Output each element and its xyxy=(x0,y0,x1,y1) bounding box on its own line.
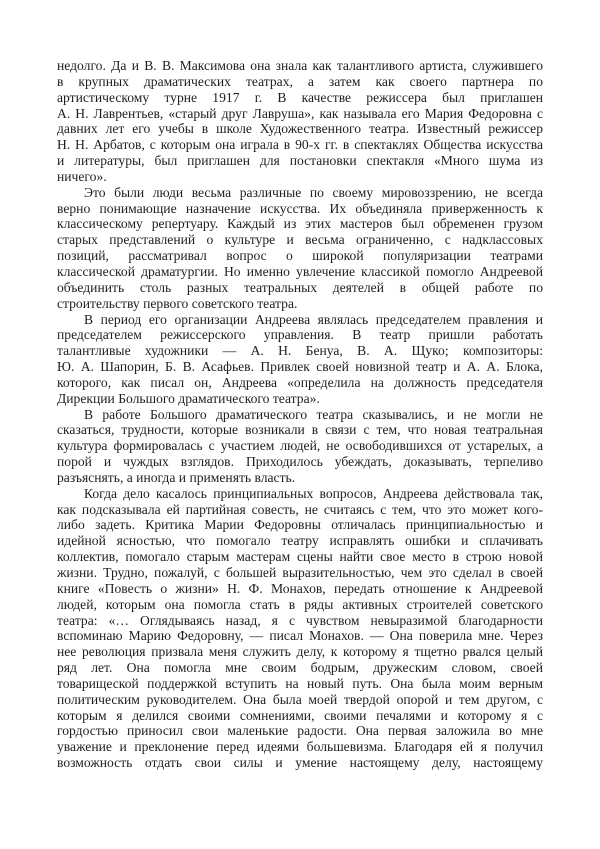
text-line: Ю. А. Шапорин, Б. В. Асафьев. Привлек своей новизной театр и А. А. Блока, xyxy=(57,359,543,375)
text-line: старых представлений о культуре и весьма ограниченно, с надклассовых xyxy=(57,232,543,248)
text-line: как подсказывала ей партийная совесть, не считаясь с тем, что это может кого- xyxy=(57,501,543,517)
text-line: людей, которым она помогла стать в ряды активных строителей советского xyxy=(57,596,543,612)
text-line: разъяснять, а иногда и применять власть. xyxy=(57,469,296,485)
text-line: давних лет его учебы в школе Художественного театра. Известный режиссер xyxy=(57,121,543,137)
text-line: порой и чуждых взглядов. Приходилось убеждать, доказывать, терпеливо xyxy=(57,454,543,470)
text-line: книге «Повесть о жизни» Н. Ф. Монахов, передать отношение к Андреевой xyxy=(57,580,543,596)
paragraph xyxy=(57,185,543,312)
text-line: классической драматургии. Но именно увлечение классикой помогло Андреевой xyxy=(57,263,543,279)
text-line: которого, как писал он, Андреева «определила на должность председателя xyxy=(57,374,543,390)
paragraph xyxy=(57,312,543,407)
text-line: председателем режиссерского управления. В театр пришли работать xyxy=(57,327,543,343)
text-line: ряд лет. Она помогла мне своим бодрым, дружеским словом, своей xyxy=(57,660,543,676)
text-line: возможность отдать свои силы и умение настоящему делу, настоящему xyxy=(57,755,543,771)
text-line: и литературы, был приглашен для постановки спектакля «Много шума из xyxy=(57,153,543,169)
paragraph xyxy=(57,58,543,185)
text-line: которым я делился своими сомнениями, своими печалями и которому я с xyxy=(57,707,543,723)
text-line: талантливые художники — А. Н. Бенуа, В. А. Щуко; композиторы: xyxy=(57,343,543,359)
text-line: Н. Н. Арбатов, с которым она играла в 90-х гг. в спектаклях Общества искусства xyxy=(57,137,543,153)
text-line: нее революция призвала меня служить делу, к которому я тщетно рвался целый xyxy=(57,644,543,660)
text-line: коллектив, помогало старым мастерам сцены найти свое место в строю новой xyxy=(57,549,543,565)
text-line: классическому репертуару. Каждый из этих мастеров был обременен грузом xyxy=(57,216,543,232)
text-line: верно понимающие назначение искусства. Их объединяла приверженность к xyxy=(57,200,543,216)
text-line: сказаться, трудности, которые возникали в связи с тем, что новая театральная xyxy=(57,422,543,438)
text-line: артистическому турне 1917 г. В качестве режиссера был приглашен xyxy=(57,89,543,105)
text-line: Когда дело касалось принципиальных вопросов, Андреева действовала так, xyxy=(84,485,543,501)
text-line: уважение и преклонение перед идеями большевизма. Благодаря ей я получил xyxy=(57,739,543,755)
text-line: гордостью приносил свои маленькие радости. Она первая заложила во мне xyxy=(57,723,543,739)
text-line: жизни. Трудно, пожалуй, с большей выразительностью, чем это сделал в своей xyxy=(57,565,543,580)
text-line: Дирекции Большого драматического театра». xyxy=(57,390,320,406)
text-line: объединить столь разных театральных деятелей в общей работе по xyxy=(57,279,543,295)
text-line: в крупных драматических театрах, а затем как своего партнера по xyxy=(57,73,543,89)
document-page xyxy=(57,58,543,771)
text-line: В период его организации Андреева являлась председателем правления и xyxy=(84,311,543,327)
text-line: вспоминаю Марию Федоровну, — писал Монахов. — Она поверила мне. Через xyxy=(57,628,543,644)
text-line: товарищеской поддержкой вступить на новый путь. Она была моим верным xyxy=(57,675,543,691)
text-line: строительству первого советского театра. xyxy=(57,295,298,311)
text-line: Это были люди весьма различные по своему мировоззрению, не всегда xyxy=(84,184,543,200)
text-line: театра: «… Оглядываясь назад, я с чувством невыразимой благодарности xyxy=(57,612,543,628)
text-line: недолго. Да и В. В. Максимова она знала как талантливого артиста, служившего xyxy=(57,58,543,73)
paragraph xyxy=(57,486,543,771)
text-line: культура формировалась с участием людей, не освободившихся от устарелых, а xyxy=(57,438,543,454)
text-line: либо задеть. Критика Марии Федоровны отличалась принципиальностью и xyxy=(57,517,543,533)
text-line: позиций, рассматривал вопрос о широкой популяризации театрами xyxy=(57,248,543,264)
text-line: В работе Большого драматического театра сказывались, и не могли не xyxy=(84,406,543,422)
text-line: А. Н. Лаврентьев, «старый друг Лавруша», как называла его Мария Федоровна с xyxy=(57,105,543,121)
paragraph xyxy=(57,407,543,486)
text-line: ничего». xyxy=(57,168,107,184)
text-line: политическим руководителем. Она была моей твердой опорой и тем другом, с xyxy=(57,691,543,707)
text-line: идейной ясностью, что помогало театру исправлять ошибки и сплачивать xyxy=(57,533,543,549)
